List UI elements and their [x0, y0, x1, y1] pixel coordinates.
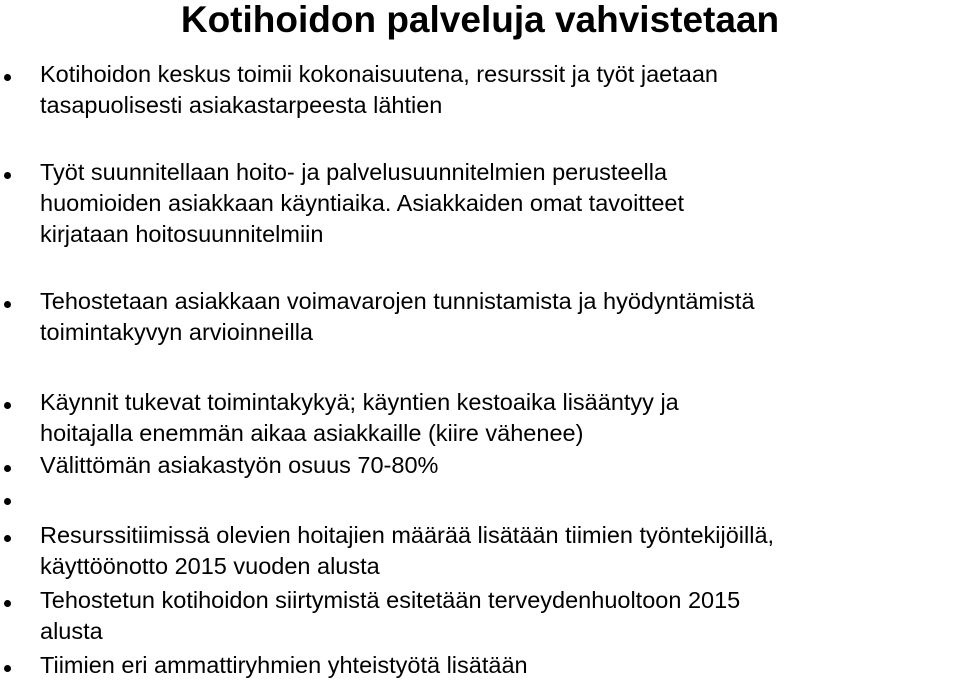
bullet-dot-icon — [4, 74, 11, 81]
bullet-line: Työt suunnitellaan hoito- ja palvelusuunnitelmien perusteella — [40, 159, 668, 185]
bullet-line: Tiimien eri ammattiryhmien yhteistyötä lisätään — [40, 652, 528, 678]
bullet-line: Tehostetaan asiakkaan voimavarojen tunnistamista ja hyödyntämistä — [40, 288, 755, 314]
bullet-line: Kotihoidon keskus toimii kokonaisuutena, resurssit ja työt jaetaan — [40, 61, 718, 87]
bullet-dot-icon — [4, 600, 11, 607]
bullet-line: Resurssitiimissä olevien hoitajien määrää lisätään tiimien työntekijöillä, — [40, 522, 775, 548]
bullet-line: Käynnit tukevat toimintakykyä; käyntien kestoaika lisääntyy ja — [40, 389, 679, 415]
bullet-line: tasapuolisesti asiakastarpeesta lähtien — [40, 92, 443, 118]
bullet-line: käyttöönotto 2015 vuoden alusta — [40, 553, 380, 579]
bullet-dot-icon — [4, 535, 11, 542]
bullet-dot-icon — [4, 402, 11, 409]
bullet-dot-icon — [4, 665, 11, 672]
bullet-text — [40, 650, 958, 681]
bullet-line: alusta — [40, 618, 103, 644]
bullet-line: toimintakyvyn arvioinneilla — [40, 319, 313, 345]
bullet-text — [40, 59, 958, 121]
bullet-dot-icon — [4, 172, 11, 179]
bullet-text — [40, 585, 958, 647]
bullet-line: Tehostetun kotihoidon siirtymistä esitetään terveydenhuoltoon 2015 — [40, 587, 741, 613]
bullet-text — [40, 450, 958, 481]
bullet-text — [40, 520, 958, 582]
bullet-line — [40, 483, 958, 514]
bullet-text — [40, 387, 958, 449]
bullet-line: hoitajalla enemmän aikaa asiakkaille (kiire vähenee) — [40, 420, 584, 446]
bullet-line: Välittömän asiakastyön osuus 70-80% — [40, 452, 439, 478]
bullet-line: kirjataan hoitosuunnitelmiin — [40, 221, 324, 247]
slide-title: Kotihoidon palveluja vahvistetaan — [180, 0, 780, 40]
bullet-text — [40, 483, 958, 514]
bullet-dot-icon — [4, 465, 11, 472]
bullet-dot-icon — [4, 498, 11, 505]
bullet-dot-icon — [4, 301, 11, 308]
bullet-text — [40, 157, 958, 250]
bullet-text — [40, 286, 958, 348]
bullet-line: huomioiden asiakkaan käyntiaika. Asiakkaiden omat tavoitteet — [40, 190, 685, 216]
